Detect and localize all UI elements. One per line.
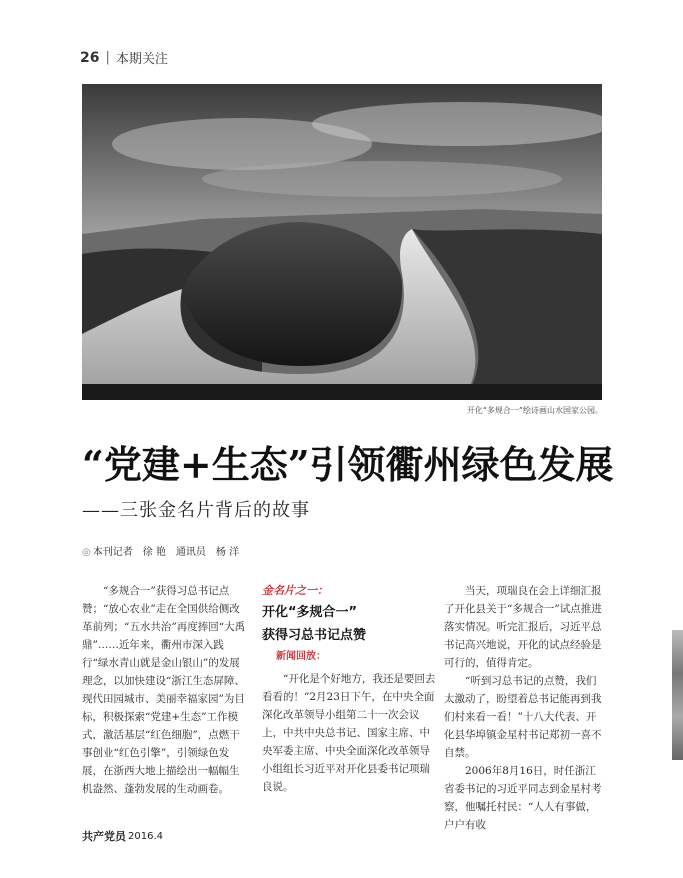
- byline: [82, 543, 239, 558]
- page-header: [80, 48, 168, 67]
- magazine-logo: 共产党员: [82, 830, 126, 843]
- issue-number: 2016.4: [128, 830, 163, 842]
- article-title: “党建+生态”引领衢州绿色发展: [82, 442, 614, 487]
- body-paragraph-3: 2006年8月16日，时任浙江省委书记的习近平同志到金星村考察，他嘱托村民：“人人有事做，户户有收: [444, 765, 602, 831]
- header-divider: |: [105, 50, 110, 65]
- byline-text: 本刊记者 徐 艳 通讯员 杨 洋: [92, 547, 240, 558]
- landscape-photo: [82, 84, 602, 400]
- byline-mark: ◎: [82, 547, 91, 558]
- body-paragraph-2: “听到习总书记的点赞，我们太激动了，盼望着总书记能再到我们村来看一看！”十八大代表、开化县华埠镇金星村书记郑初一喜不自禁。: [444, 675, 602, 759]
- news-replay-label: 新闻回放：: [276, 651, 326, 662]
- card-title-line-1: 开化“多规合一”: [262, 605, 358, 620]
- body-paragraph-1: 当天，项瑞良在会上详细汇报了开化县关于“多规合一”试点推进落实情况。听完汇报后，习近平总书记高兴地说，开化的试点经验是可行的，值得肯定。: [444, 585, 602, 669]
- column-1: [82, 582, 248, 798]
- article-subtitle: ——三张金名片背后的故事: [82, 500, 310, 521]
- page-number: 26: [80, 49, 100, 66]
- section-name: 本期关注: [115, 52, 168, 67]
- photo-caption: 开化“多规合一”绘诗画山水国家公园。: [466, 406, 603, 415]
- page-footer: [82, 828, 163, 844]
- news-paragraph: “开化是个好地方，我还是要回去看看的！”2月23日下午，在中央全面深化改革领导小组第二十一次会议上，中共中央总书记、国家主席、中央军委主席、中央全面深化改革领导小组组长习近平对开化县委书记项瑞良说。: [262, 673, 436, 793]
- column-2: [262, 582, 438, 796]
- intro-paragraph: “多规合一”获得习总书记点赞；“放心农业”走在全国供给侧改革前列；“五水共治”再度捧回“大禹鼎”……近年来，衢州市深入践行“绿水青山就是金山银山”的发展理念，以加快建设“浙江生态屏障、现代田园城市、美丽幸福家园”为目标，积极探索“党建+生态”工作模式，激活基层“红色细胞”，点燃干事创业“红色引擎”，引领绿色发展，在浙西大地上描绘出一幅幅生机盎然、蓬勃发展的生动画卷。: [82, 585, 246, 795]
- column-3: [444, 582, 604, 834]
- page-edge-tab: [672, 630, 683, 760]
- card-tag: 金名片之一：: [262, 584, 328, 597]
- card-title-line-2: 获得习总书记点赞: [262, 628, 367, 643]
